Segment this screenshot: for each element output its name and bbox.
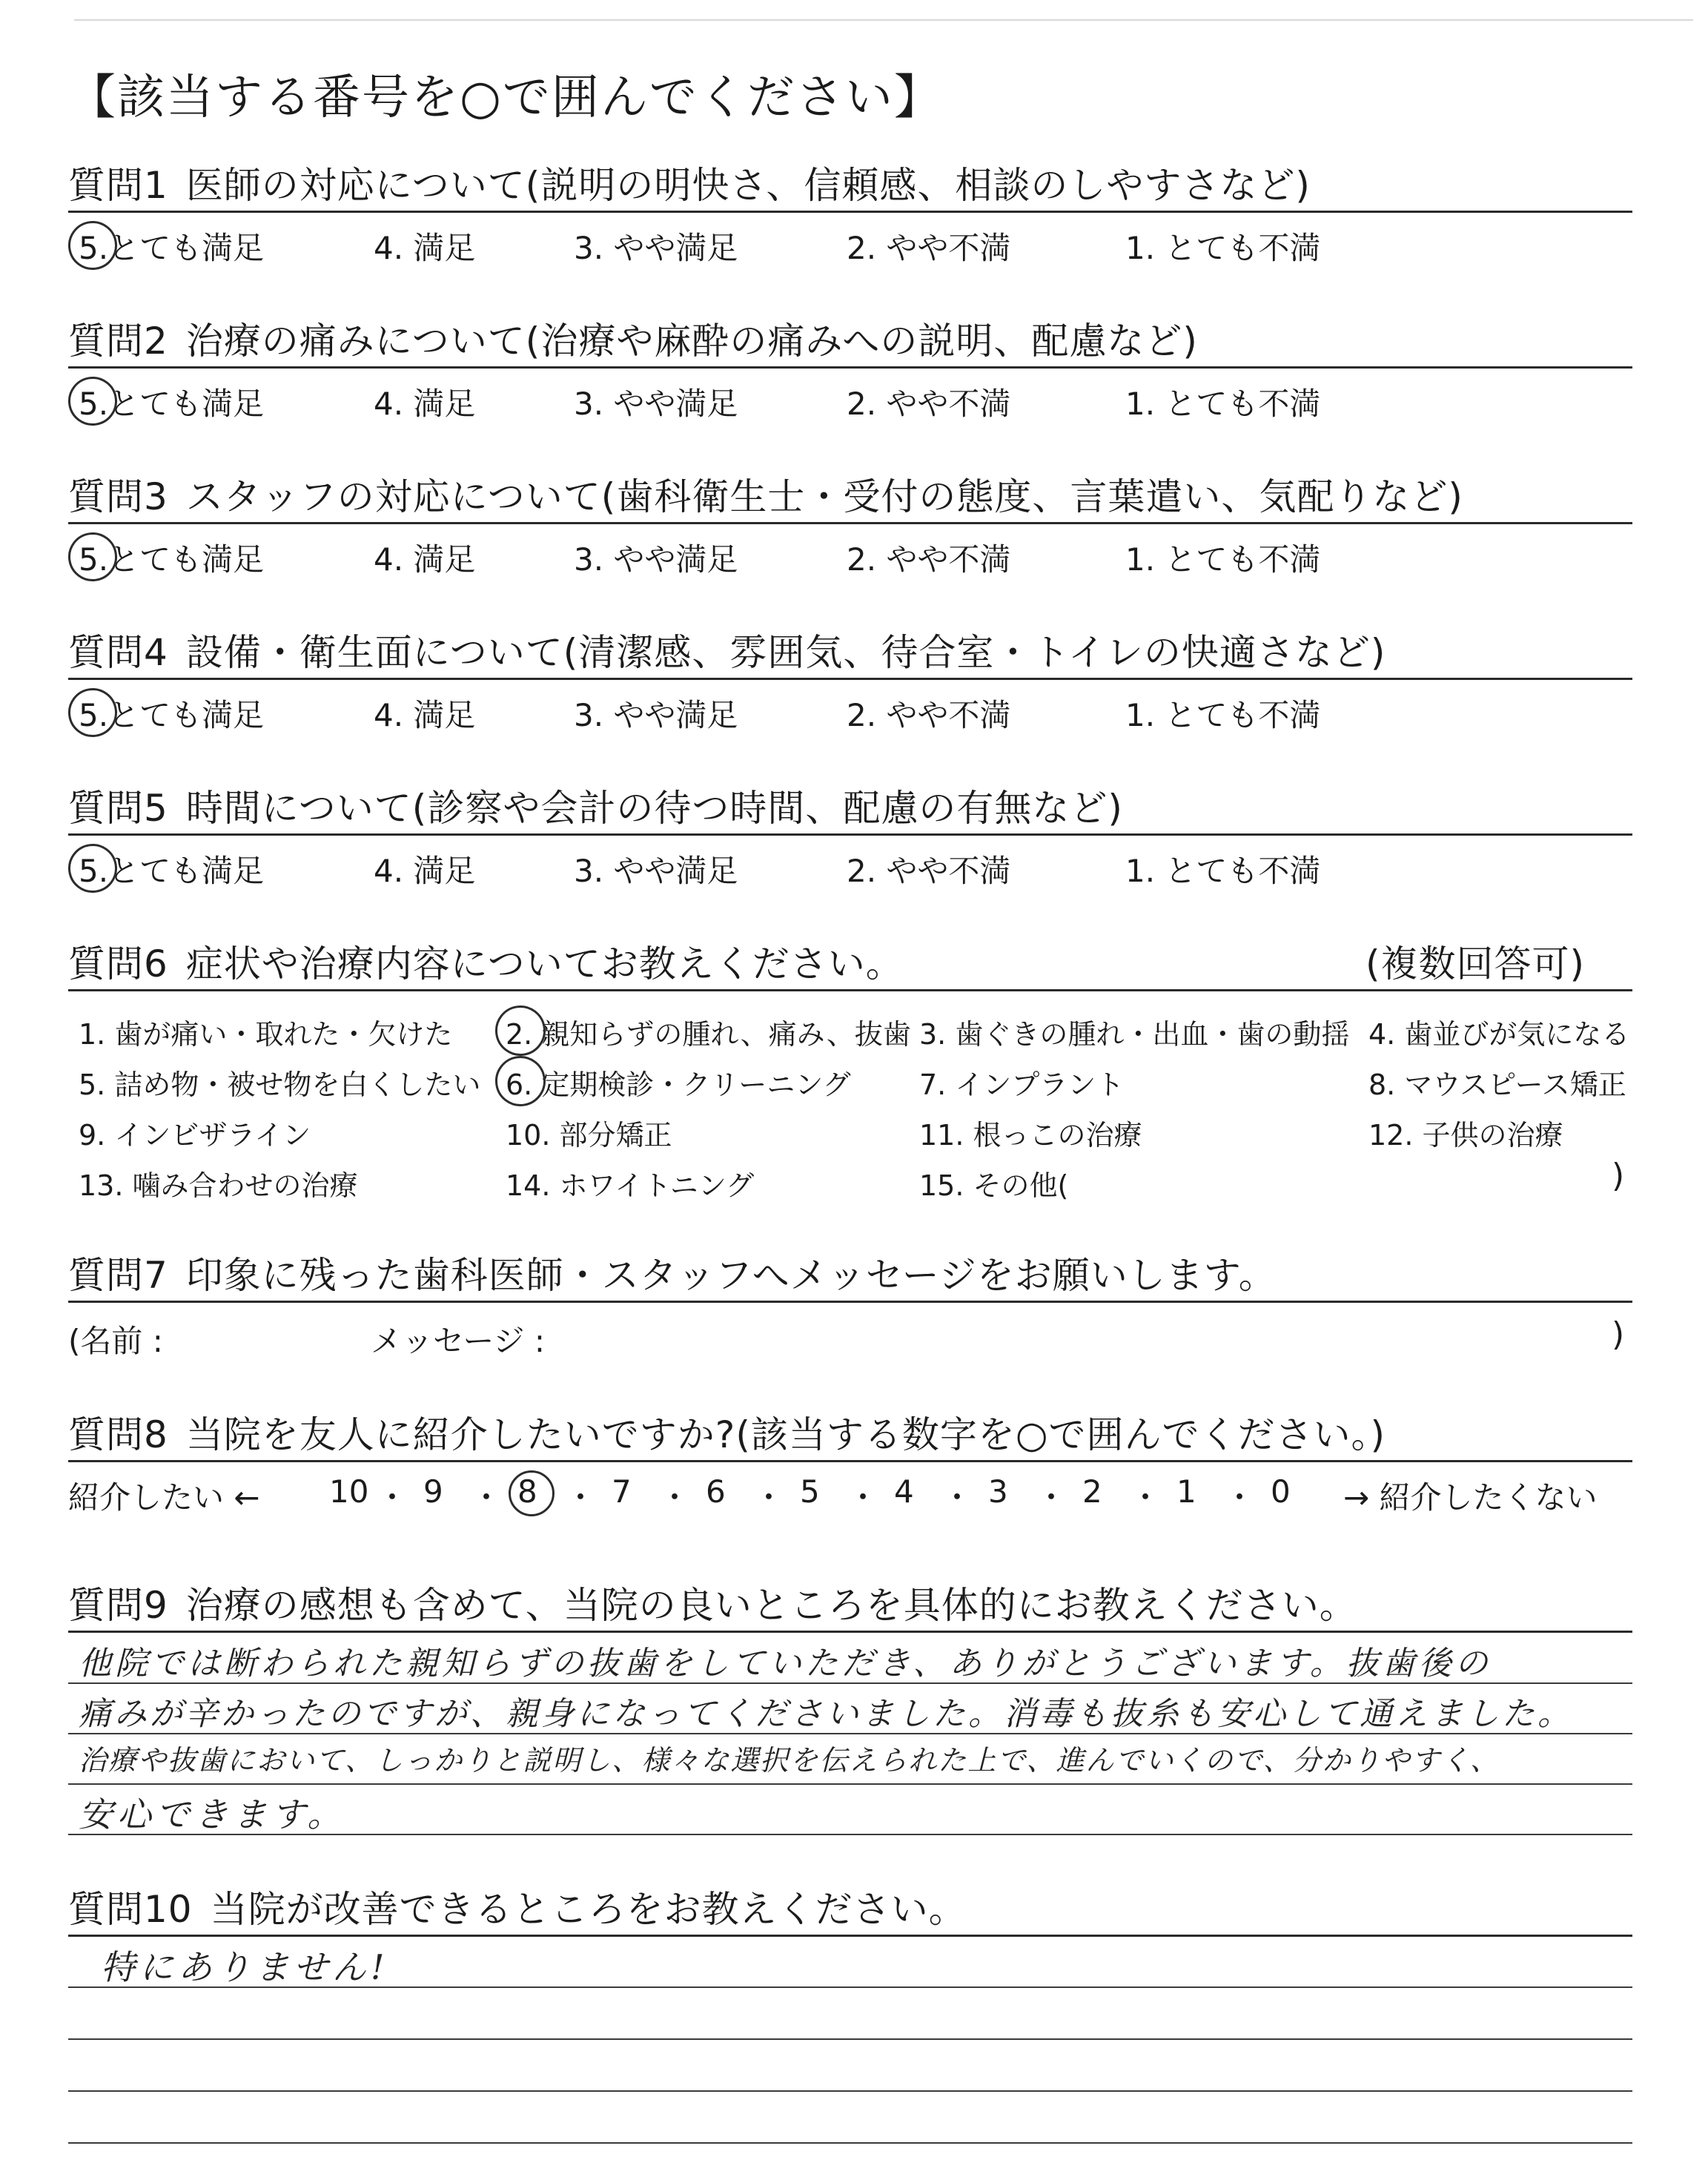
recommend-score-0[interactable]: 0 xyxy=(1271,1473,1291,1510)
question-number: 質問9 xyxy=(68,1584,168,1627)
symptom-option-7[interactable]: 7. インプラント xyxy=(919,1069,1125,1101)
question-text: 医師の対応について(説明の明快さ、信頼感、相談のしやすさなど) xyxy=(185,164,1311,207)
question-1-rule xyxy=(68,211,1632,213)
q9-answer-segment: 痛み xyxy=(79,1695,150,1733)
symptom-option-9[interactable]: 9. インビザライン xyxy=(79,1119,311,1152)
symptom-option-3[interactable]: 3. 歯ぐきの腫れ・出血・歯の動揺 xyxy=(919,1018,1350,1051)
question-8-heading xyxy=(68,1405,1386,1459)
question-text: 時間について(診察や会計の待つ時間、配慮の有無など) xyxy=(185,787,1123,830)
symptom-option-6[interactable]: 6. 定期検診・クリーニング xyxy=(506,1062,851,1103)
rating-option-1[interactable]: 1. とても不満 xyxy=(1125,697,1321,733)
answer-line xyxy=(68,2142,1632,2144)
answer-line xyxy=(68,2090,1632,2092)
scale-separator: ・ xyxy=(659,1479,691,1516)
rating-option-5[interactable]: 5.とても満足 xyxy=(79,380,264,424)
rating-option-3[interactable]: 3. やや満足 xyxy=(574,697,738,733)
question-8-rule xyxy=(68,1460,1632,1462)
rating-option-4[interactable]: 4. 満足 xyxy=(374,853,476,889)
rating-option-4[interactable]: 4. 満足 xyxy=(374,386,476,422)
question-number: 質問7 xyxy=(68,1254,168,1297)
recommend-score-3[interactable]: 3 xyxy=(988,1473,1008,1510)
rating-option-3[interactable]: 3. やや満足 xyxy=(574,853,738,889)
scale-separator: ・ xyxy=(1036,1479,1068,1516)
question-7-rule xyxy=(68,1301,1632,1303)
rating-option-1[interactable]: 1. とても不満 xyxy=(1125,230,1321,266)
rating-option-2[interactable]: 2. やや不満 xyxy=(847,386,1011,422)
scale-separator: ・ xyxy=(941,1479,973,1516)
other-close-paren: ) xyxy=(1612,1157,1625,1195)
page-title: 【該当する番号を○で囲んでください】 xyxy=(68,70,943,125)
symptom-option-5[interactable]: 5. 詰め物・被せ物を白くしたい xyxy=(79,1069,481,1101)
question-text: 印象に残った歯科医師・スタッフへメッセージをお願いします。 xyxy=(185,1254,1277,1297)
recommend-left-label: 紹介したい ← xyxy=(68,1479,260,1516)
recommend-score-2[interactable]: 2 xyxy=(1082,1473,1102,1510)
symptom-option-13[interactable]: 13. 噛み合わせの治療 xyxy=(79,1169,358,1202)
name-label: (名前 : xyxy=(68,1323,163,1359)
rating-option-2[interactable]: 2. やや不満 xyxy=(847,541,1011,578)
question-9-heading xyxy=(68,1576,1357,1629)
recommend-score-7[interactable]: 7 xyxy=(612,1473,632,1510)
question-3-rule xyxy=(68,522,1632,524)
question-text: 当院が改善できるところをお教えください。 xyxy=(210,1888,967,1931)
question-6-rule xyxy=(68,989,1632,991)
recommend-score-9[interactable]: 9 xyxy=(423,1473,443,1510)
symptom-option-4[interactable]: 4. 歯並びが気になる xyxy=(1368,1018,1630,1051)
answer-line xyxy=(68,1783,1632,1785)
q10-answer-line-1: 特にありません! xyxy=(101,1947,389,1987)
question-9-rule xyxy=(68,1631,1632,1633)
rating-option-4[interactable]: 4. 満足 xyxy=(374,230,476,266)
question-number: 質問1 xyxy=(68,164,168,207)
message-close-paren: ) xyxy=(1612,1315,1625,1353)
question-text: スタッフの対応について(歯科衛生士・受付の態度、言葉遣い、気配りなど) xyxy=(185,475,1463,518)
rating-option-5[interactable]: 5.とても満足 xyxy=(79,535,264,580)
question-1-heading xyxy=(68,156,1311,209)
scale-separator: ・ xyxy=(471,1479,503,1516)
rating-option-5[interactable]: 5.とても満足 xyxy=(79,224,264,268)
symptom-option-2[interactable]: 2. 親知らずの腫れ、痛み、抜歯 xyxy=(506,1011,911,1052)
rating-option-1[interactable]: 1. とても不満 xyxy=(1125,386,1321,422)
rating-option-3[interactable]: 3. やや満足 xyxy=(574,386,738,422)
q9-answer-line-4: 安心できます。 xyxy=(79,1794,346,1834)
rating-option-2[interactable]: 2. やや不満 xyxy=(847,853,1011,889)
rating-option-4[interactable]: 4. 満足 xyxy=(374,697,476,733)
question-10-heading xyxy=(68,1880,967,1933)
scale-separator: ・ xyxy=(377,1479,408,1516)
q9-answer-line-1: 他院では断わられた親知らずの抜歯をしていただき、ありがとうございます。抜歯後の xyxy=(79,1645,1492,1682)
message-label: メッセージ : xyxy=(371,1323,545,1359)
rating-option-3[interactable]: 3. やや満足 xyxy=(574,230,738,266)
rating-option-2[interactable]: 2. やや不満 xyxy=(847,697,1011,733)
recommend-right-label: → 紹介したくない xyxy=(1343,1479,1598,1516)
question-number: 質問2 xyxy=(68,320,168,363)
question-text: 設備・衛生面について(清潔感、雰囲気、待合室・トイレの快適さなど) xyxy=(185,631,1386,674)
question-5-rule xyxy=(68,833,1632,836)
question-text: 治療の痛みについて(治療や麻酔の痛みへの説明、配慮など) xyxy=(185,320,1198,363)
question-5-heading xyxy=(68,779,1123,832)
recommend-score-8[interactable]: 8 xyxy=(517,1473,537,1510)
symptom-option-8[interactable]: 8. マウスピース矯正 xyxy=(1368,1069,1626,1101)
q9-answer-line-2 xyxy=(79,1687,1573,1734)
recommend-score-10[interactable]: 10 xyxy=(329,1473,369,1510)
question-2-rule xyxy=(68,366,1632,369)
scale-separator: ・ xyxy=(1130,1479,1162,1516)
q9-answer-line-3: 治療や抜歯において、しっかりと説明し、様々な選択を伝えられた上で、進んでいくので、分かりやすく、 xyxy=(79,1744,1500,1777)
question-2-heading xyxy=(68,311,1198,365)
symptom-option-14[interactable]: 14. ホワイトニング xyxy=(506,1169,755,1202)
answer-line xyxy=(68,2038,1632,2040)
symptom-option-15[interactable]: 15. その他( xyxy=(919,1169,1069,1202)
question-number: 質問10 xyxy=(68,1888,193,1931)
question-4-rule xyxy=(68,678,1632,680)
q9-answer-segment: が辛かったのですが、親身になってくださいました。消毒も抜糸も安心して xyxy=(150,1695,1360,1733)
question-3-heading xyxy=(68,467,1463,521)
rating-option-4[interactable]: 4. 満足 xyxy=(374,541,476,578)
rating-option-5[interactable]: 5.とても満足 xyxy=(79,691,264,736)
question-6-heading xyxy=(68,934,1586,988)
recommend-score-1[interactable]: 1 xyxy=(1176,1473,1196,1510)
multi-answer-note: (複数回答可) xyxy=(1366,942,1586,985)
question-10-rule xyxy=(68,1935,1632,1937)
scale-separator: ・ xyxy=(753,1479,785,1516)
symptom-option-11[interactable]: 11. 根っこの治療 xyxy=(919,1119,1142,1152)
rating-option-1[interactable]: 1. とても不満 xyxy=(1125,541,1321,578)
question-number: 質問6 xyxy=(68,942,168,985)
scale-separator: ・ xyxy=(847,1479,879,1516)
scale-separator: ・ xyxy=(1224,1479,1256,1516)
question-text: 症状や治療内容についてお教えください。 xyxy=(185,942,904,985)
question-number: 質問5 xyxy=(68,787,168,830)
top-edge-line xyxy=(74,19,1693,21)
q9-answer-segment: 通えました。 xyxy=(1360,1695,1573,1733)
question-4-heading xyxy=(68,623,1386,676)
question-number: 質問3 xyxy=(68,475,168,518)
recommend-score-5[interactable]: 5 xyxy=(800,1473,820,1510)
rating-option-3[interactable]: 3. やや満足 xyxy=(574,541,738,578)
question-text: 当院を友人に紹介したいですか?(該当する数字を○で囲んでください。) xyxy=(185,1413,1386,1456)
recommend-score-6[interactable]: 6 xyxy=(706,1473,726,1510)
symptom-option-12[interactable]: 12. 子供の治療 xyxy=(1368,1119,1563,1152)
rating-option-5[interactable]: 5.とても満足 xyxy=(79,847,264,891)
question-number: 質問8 xyxy=(68,1413,168,1456)
question-text: 治療の感想も含めて、当院の良いところを具体的にお教えください。 xyxy=(185,1584,1357,1627)
recommend-score-4[interactable]: 4 xyxy=(894,1473,914,1510)
scale-separator: ・ xyxy=(565,1479,597,1516)
rating-option-2[interactable]: 2. やや不満 xyxy=(847,230,1011,266)
rating-option-1[interactable]: 1. とても不満 xyxy=(1125,853,1321,889)
question-7-heading xyxy=(68,1246,1277,1299)
symptom-option-1[interactable]: 1. 歯が痛い・取れた・欠けた xyxy=(79,1018,453,1051)
symptom-option-10[interactable]: 10. 部分矯正 xyxy=(506,1119,672,1152)
question-number: 質問4 xyxy=(68,631,168,674)
